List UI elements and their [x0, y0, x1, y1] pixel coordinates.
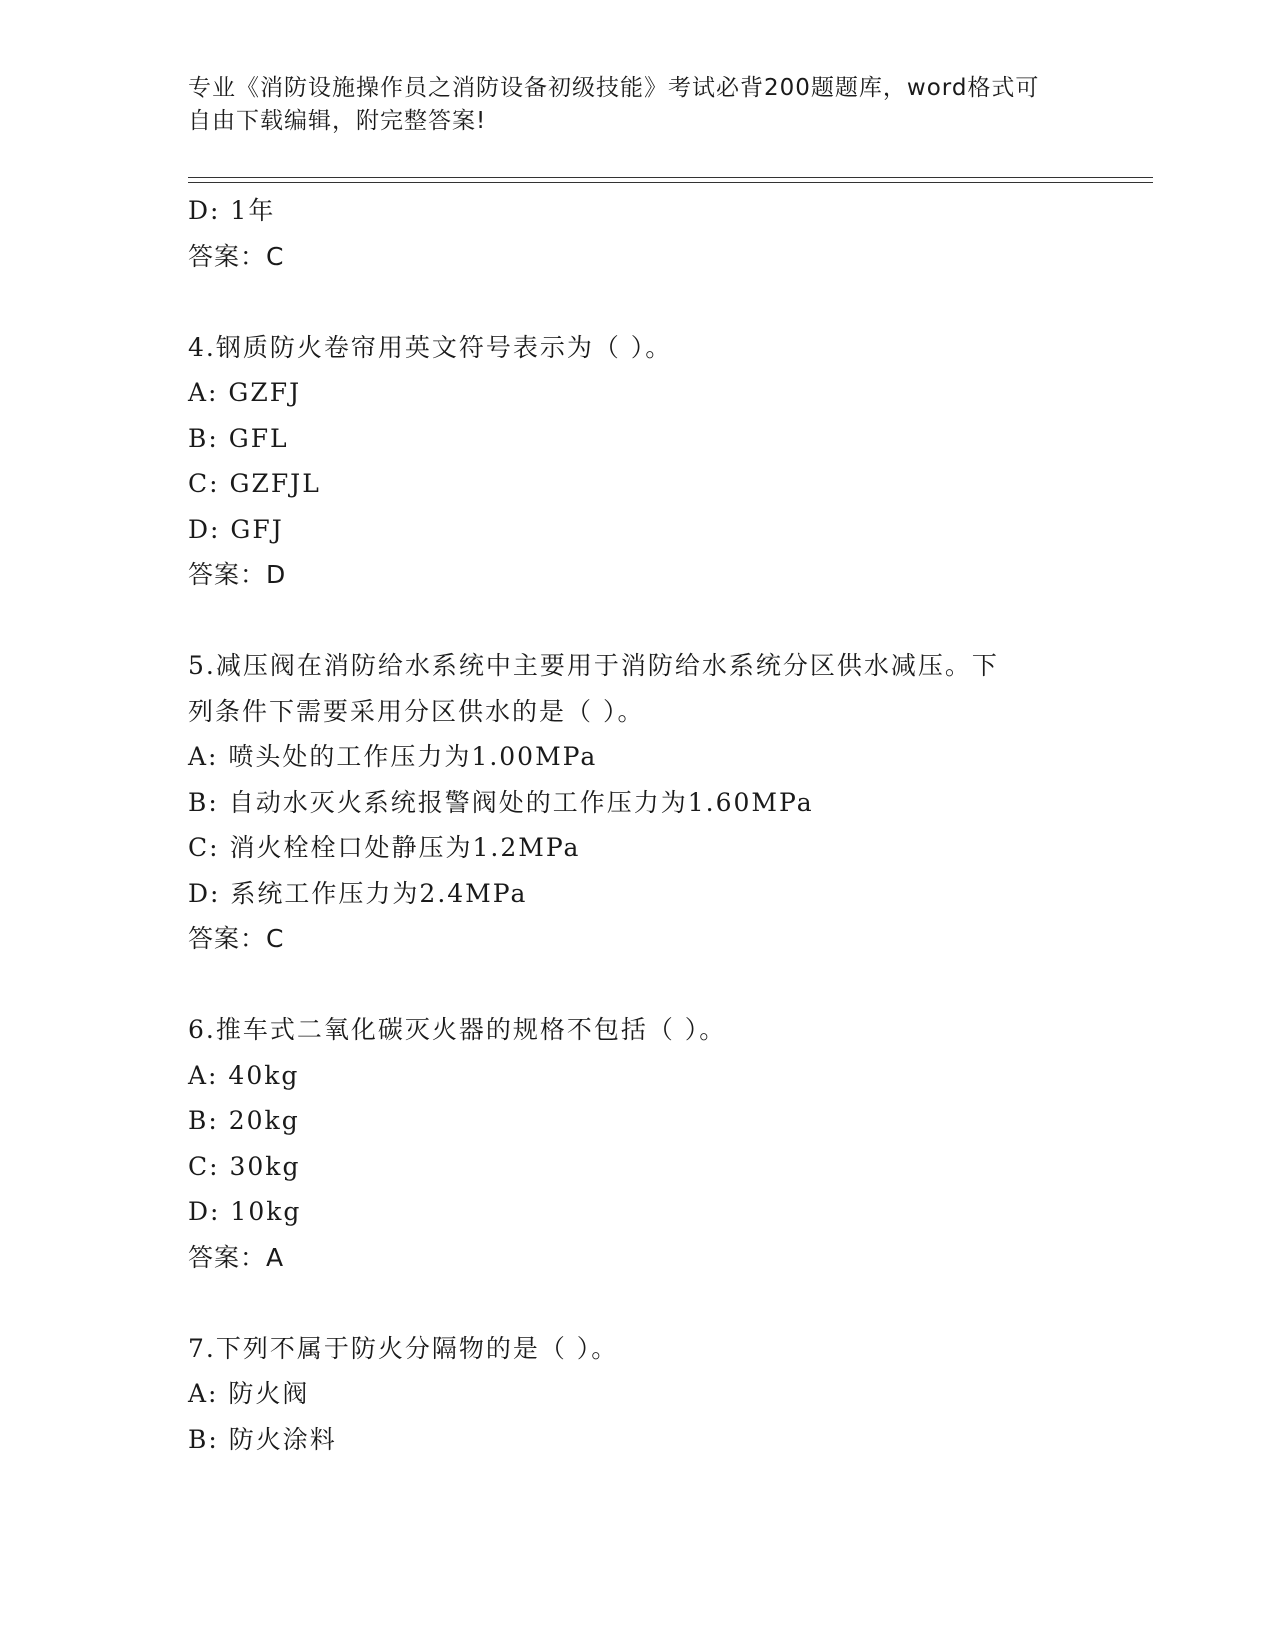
- answer-line: 答案：A: [188, 1242, 285, 1272]
- option-a: A: GZFJ: [188, 378, 302, 407]
- option-d: D: 1年: [188, 196, 276, 225]
- question-stem-continued: 列条件下需要采用分区供水的是（ ）。: [188, 696, 645, 726]
- option-b: B: 防火涂料: [188, 1424, 337, 1454]
- question-stem: 7.下列不属于防火分隔物的是（ ）。: [188, 1333, 619, 1363]
- option-d: D: GFJ: [188, 514, 284, 544]
- option-c: C: 30kg: [188, 1151, 301, 1181]
- header-line-2: 自由下载编辑，附完整答案!: [188, 108, 487, 134]
- option-a: A: 防火阀: [188, 1379, 310, 1408]
- question-stem: 4.钢质防火卷帘用英文符号表示为（ ）。: [188, 332, 673, 362]
- option-d: D: 10kg: [188, 1197, 302, 1226]
- header-divider-top: [188, 177, 1153, 178]
- answer-line: 答案：D: [188, 560, 287, 589]
- document-header: [188, 72, 1088, 138]
- answer-line: 答案：C: [188, 924, 285, 953]
- option-b: B: 自动水灭火系统报警阀处的工作压力为1.60MPa: [188, 787, 814, 817]
- option-b: B: GFL: [188, 423, 289, 453]
- question-stem: 5.减压阀在消防给水系统中主要用于消防给水系统分区供水减压。下: [188, 651, 999, 680]
- option-a: A: 40kg: [188, 1060, 300, 1090]
- header-divider-bottom: [188, 182, 1153, 183]
- question-stem: 6.推车式二氧化碳灭火器的规格不包括（ ）。: [188, 1015, 727, 1044]
- option-c: C: GZFJL: [188, 469, 321, 498]
- header-line-1: 专业《消防设施操作员之消防设备初级技能》考试必背200题题库，word格式可: [188, 75, 1040, 101]
- option-a: A: 喷头处的工作压力为1.00MPa: [188, 742, 598, 771]
- question-list: [188, 188, 1088, 1462]
- answer-line: 答案：C: [188, 241, 285, 271]
- option-b: B: 20kg: [188, 1106, 300, 1135]
- option-d: D: 系统工作压力为2.4MPa: [188, 878, 528, 908]
- option-c: C: 消火栓栓口处静压为1.2MPa: [188, 833, 581, 862]
